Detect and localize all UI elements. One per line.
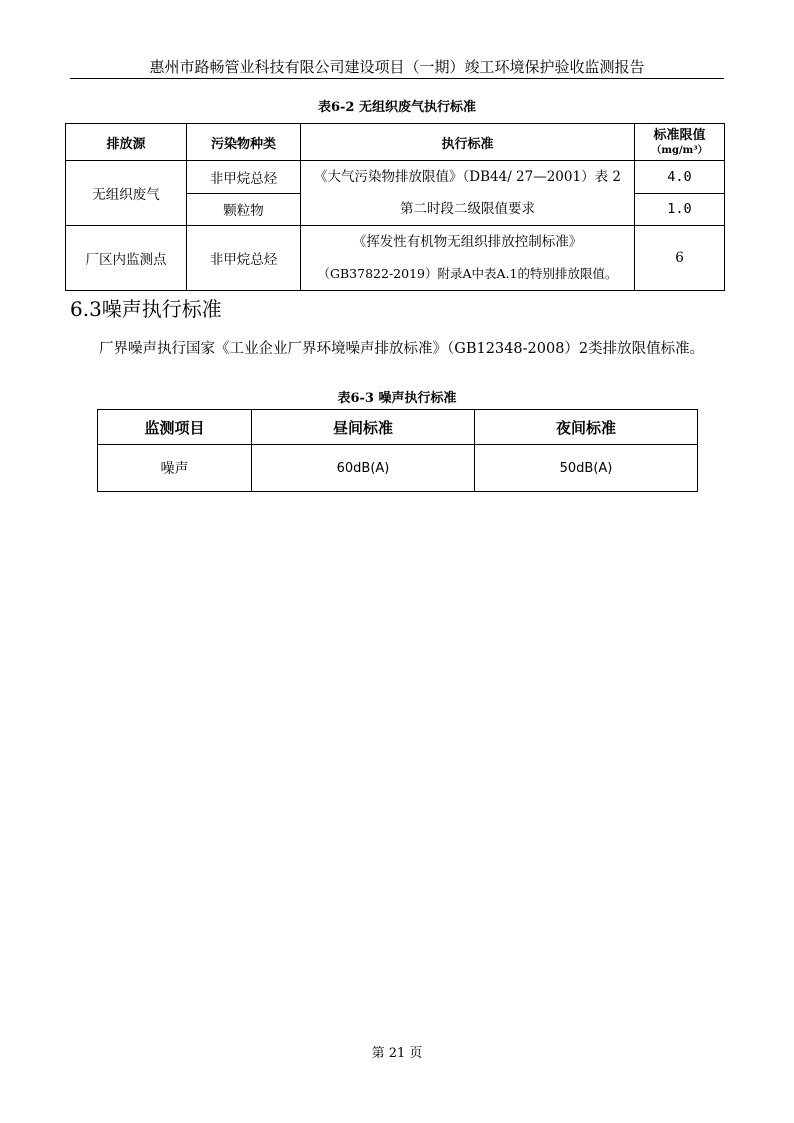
table2-caption: 表6-3 噪声执行标准 [337,391,457,406]
group2-pollutant: 非甲烷总烃 [187,226,301,291]
group2-limit: 6 [635,226,725,291]
group2-source: 厂区内监测点 [66,226,187,291]
header-night: 夜间标准 [475,410,698,445]
group1-standard-line1: 《大气污染物排放限值》（DB44/ 27—2001）表 2 [314,169,621,185]
section-paragraph: 厂界噪声执行国家《工业企业厂界环境噪声排放标准》（GB12348-2008）2类排放限值标准。 [99,341,705,357]
header-pollutant: 污染物种类 [187,124,301,161]
header-limit [635,124,725,161]
header-divider [70,78,724,79]
header-limit-label: 标准限值 [653,127,706,143]
noise-day-value: 60dB(A) [252,445,475,492]
noise-standard-table [97,409,698,492]
header-limit-unit: （mg/m³） [651,144,708,156]
table1-caption: 表6-2 无组织废气执行标准 [317,100,476,115]
group1-standard [301,161,635,226]
section-title: 6.3噪声执行标准 [70,297,222,321]
group2-standard [301,226,635,291]
group2-standard-line2: （GB37822-2019）附录A中表A.1的特别排放限值。 [317,266,618,281]
group1-standard-line2: 第二时段二级限值要求 [400,201,535,217]
header-standard: 执行标准 [301,124,635,161]
header-day: 昼间标准 [252,410,475,445]
group1-row1-pollutant: 非甲烷总烃 [187,161,301,194]
group1-source: 无组织废气 [66,161,187,226]
group2-standard-line1: 《挥发性有机物无组织排放控制标准》 [352,234,583,250]
waste-gas-standard-table [65,123,725,291]
report-header-title: 惠州市路畅管业科技有限公司建设项目（一期）竣工环境保护验收监测报告 [149,58,645,76]
noise-item: 噪声 [98,445,252,492]
group1-row1-limit: 4.0 [635,161,725,194]
noise-night-value: 50dB(A) [475,445,698,492]
page-number: 第 21 页 [371,1046,423,1061]
header-source: 排放源 [66,124,187,161]
header-item: 监测项目 [98,410,252,445]
group1-row2-limit: 1.0 [635,193,725,226]
group1-row2-pollutant: 颗粒物 [187,193,301,226]
